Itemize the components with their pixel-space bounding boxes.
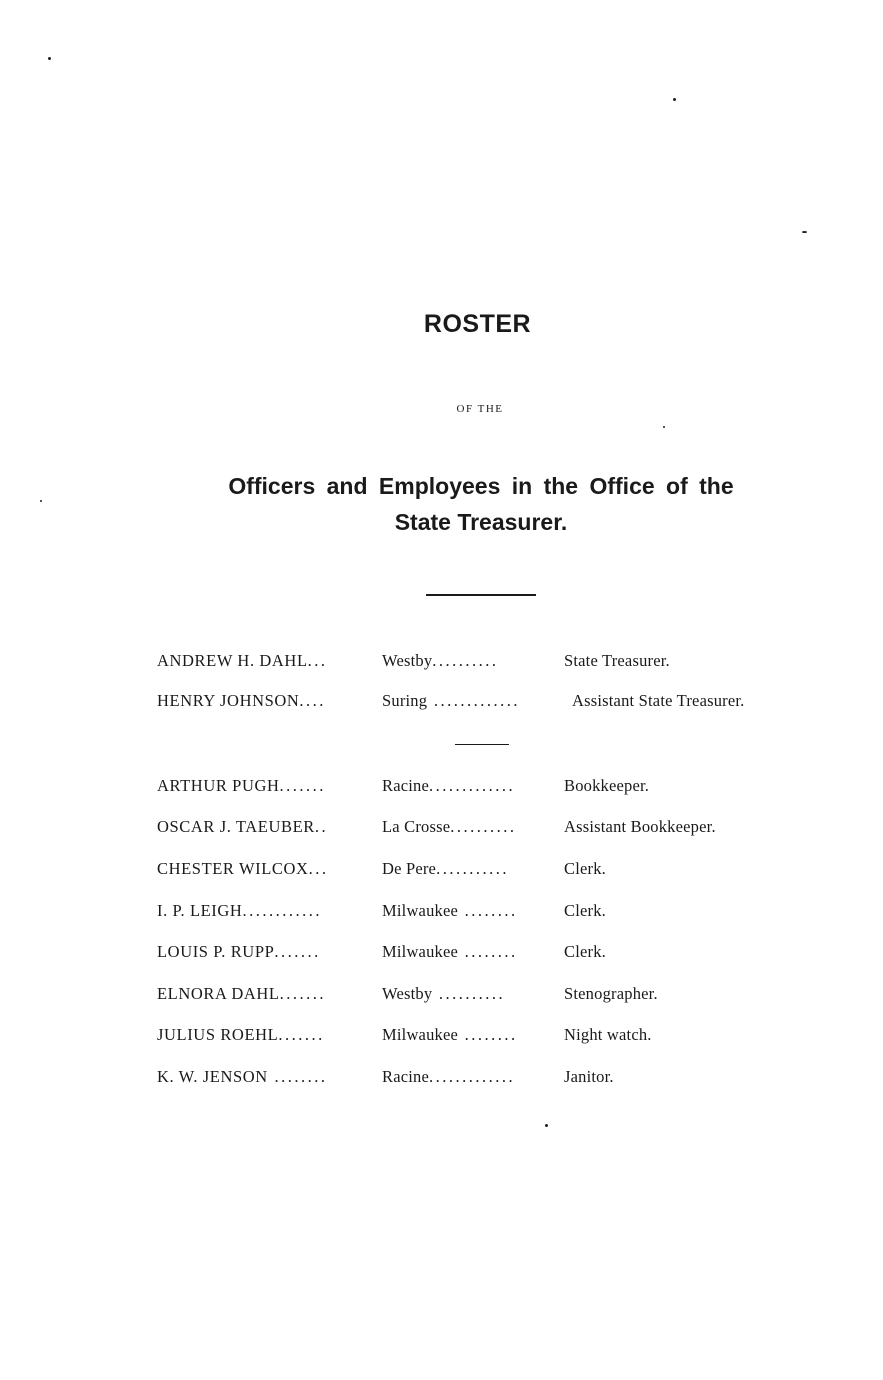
employee-name: ARTHUR PUGH....... — [157, 776, 326, 795]
employee-residence: La Crosse.......... — [382, 817, 517, 836]
scan-speck — [545, 1124, 548, 1127]
employee-position: Janitor. — [564, 1067, 614, 1086]
heading-line-2: State Treasurer. — [394, 509, 568, 535]
divider-rule — [426, 594, 536, 596]
employee-name: I. P. LEIGH............ — [157, 901, 322, 920]
roster-row — [157, 1024, 837, 1046]
employee-name: OSCAR J. TAEUBER.. — [157, 817, 329, 836]
employee-residence: Westby .......... — [382, 984, 506, 1003]
roster-row — [157, 816, 837, 838]
employee-position: Night watch. — [564, 1025, 652, 1044]
scan-speck — [48, 57, 51, 60]
employee-name: HENRY JOHNSON.... — [157, 691, 326, 710]
employee-residence: Racine............. — [382, 776, 516, 795]
employee-position: Assistant Bookkeeper. — [564, 817, 716, 836]
roster-row — [157, 775, 837, 797]
scan-speck — [663, 426, 665, 428]
scan-speck — [802, 231, 807, 233]
section-divider — [455, 744, 509, 745]
employee-name: ELNORA DAHL....... — [157, 984, 326, 1003]
roster-row — [157, 983, 837, 1005]
heading-line-1: Officers and Employees in the Office of the — [228, 473, 734, 499]
employee-residence: Suring ............. — [382, 691, 520, 710]
employee-name: ANDREW H. DAHL... — [157, 651, 328, 670]
employee-name: CHESTER WILCOX... — [157, 859, 329, 878]
employee-position: State Treasurer. — [564, 651, 670, 670]
scan-speck — [673, 98, 676, 101]
roster-row — [157, 941, 837, 963]
scan-speck — [40, 500, 42, 502]
employee-residence: Racine............. — [382, 1067, 516, 1086]
employee-residence: De Pere........... — [382, 859, 509, 878]
roster-row — [157, 900, 837, 922]
roster-row — [157, 690, 837, 712]
employee-residence: Milwaukee ........ — [382, 901, 518, 920]
employee-residence: Milwaukee ........ — [382, 942, 518, 961]
employee-position: Assistant State Treasurer. — [572, 691, 745, 710]
employee-name: K. W. JENSON ........ — [157, 1067, 328, 1086]
employee-residence: Westby.......... — [382, 651, 499, 670]
employee-name: LOUIS P. RUPP....... — [157, 942, 321, 961]
employee-residence: Milwaukee ........ — [382, 1025, 518, 1044]
employee-position: Clerk. — [564, 859, 606, 878]
page-title: ROSTER — [423, 310, 532, 338]
employee-position: Stenographer. — [564, 984, 658, 1003]
roster-row — [157, 1066, 837, 1088]
employee-position: Clerk. — [564, 901, 606, 920]
section-heading — [150, 468, 812, 540]
roster-row — [157, 858, 837, 880]
roster-row — [157, 650, 837, 672]
employee-position: Bookkeeper. — [564, 776, 650, 795]
employee-name: JULIUS ROEHL....... — [157, 1025, 325, 1044]
subtitle: OF THE — [456, 403, 504, 415]
employee-position: Clerk. — [564, 942, 606, 961]
